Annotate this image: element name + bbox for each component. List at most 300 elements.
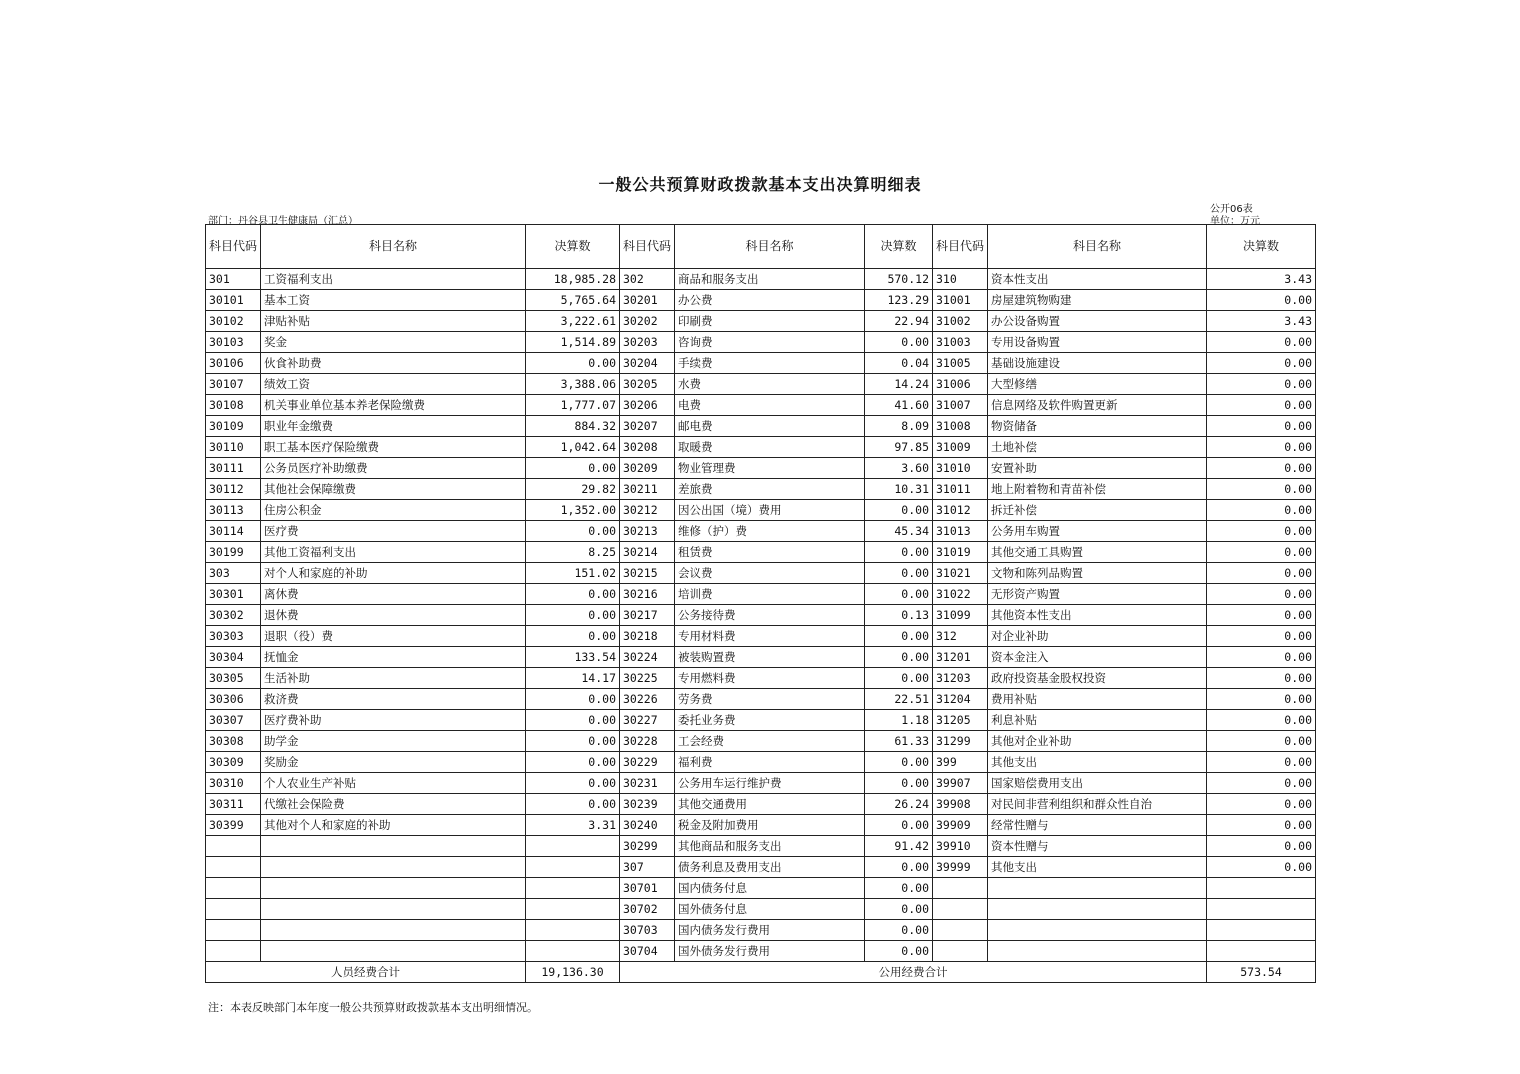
amount-value: 0.00 xyxy=(526,584,620,605)
amount-value: 1,042.64 xyxy=(526,437,620,458)
amount-value: 61.33 xyxy=(865,731,933,752)
table-row xyxy=(206,416,1316,437)
subject-code: 31299 xyxy=(933,731,988,752)
amount-value: 0.00 xyxy=(865,857,933,878)
amount-value: 0.00 xyxy=(1207,542,1316,563)
subject-code xyxy=(933,878,988,899)
subject-name: 办公费 xyxy=(675,290,865,311)
amount-value: 1,514.89 xyxy=(526,332,620,353)
subject-name: 利息补贴 xyxy=(988,710,1207,731)
subject-name: 咨询费 xyxy=(675,332,865,353)
page-title: 一般公共预算财政拨款基本支出决算明细表 xyxy=(598,175,922,194)
subject-code: 30207 xyxy=(620,416,675,437)
subject-code xyxy=(933,941,988,962)
amount-value: 0.00 xyxy=(1207,773,1316,794)
subject-name: 国内债务付息 xyxy=(675,878,865,899)
amount-value: 0.00 xyxy=(865,584,933,605)
subject-code: 30229 xyxy=(620,752,675,773)
subject-code: 31022 xyxy=(933,584,988,605)
subject-code: 312 xyxy=(933,626,988,647)
subject-name: 专用设备购置 xyxy=(988,332,1207,353)
subject-name: 电费 xyxy=(675,395,865,416)
amount-value: 1,777.07 xyxy=(526,395,620,416)
amount-value: 3.43 xyxy=(1207,311,1316,332)
amount-value: 0.00 xyxy=(1207,521,1316,542)
amount-value: 0.00 xyxy=(1207,857,1316,878)
subject-code: 30213 xyxy=(620,521,675,542)
subject-name: 被装购置费 xyxy=(675,647,865,668)
subject-code: 30399 xyxy=(206,815,261,836)
amount-value: 0.04 xyxy=(865,353,933,374)
amount-value: 0.00 xyxy=(526,458,620,479)
subject-name: 资本性赠与 xyxy=(988,836,1207,857)
subject-name: 奖金 xyxy=(261,332,526,353)
expenditure-table xyxy=(205,224,1316,983)
amount-value xyxy=(1207,941,1316,962)
table-row xyxy=(206,332,1316,353)
amount-value: 151.02 xyxy=(526,563,620,584)
amount-value: 8.09 xyxy=(865,416,933,437)
subject-code: 31006 xyxy=(933,374,988,395)
amount-value: 14.24 xyxy=(865,374,933,395)
unit-label: 单位：万元 xyxy=(1210,216,1260,227)
subject-name: 专用材料费 xyxy=(675,626,865,647)
amount-value: 0.00 xyxy=(526,773,620,794)
subject-code: 30106 xyxy=(206,353,261,374)
subject-code: 30228 xyxy=(620,731,675,752)
subject-code: 30212 xyxy=(620,500,675,521)
amount-value xyxy=(526,878,620,899)
subject-name: 退职（役）费 xyxy=(261,626,526,647)
amount-value: 3.31 xyxy=(526,815,620,836)
subject-code: 39999 xyxy=(933,857,988,878)
subject-name xyxy=(261,899,526,920)
subject-code: 31205 xyxy=(933,710,988,731)
amount-value: 0.00 xyxy=(1207,689,1316,710)
subject-code: 31013 xyxy=(933,521,988,542)
subject-name: 对个人和家庭的补助 xyxy=(261,563,526,584)
amount-value: 1,352.00 xyxy=(526,500,620,521)
table-header-row xyxy=(206,225,1316,269)
table-row xyxy=(206,647,1316,668)
subject-code: 31009 xyxy=(933,437,988,458)
subject-code: 30214 xyxy=(620,542,675,563)
amount-value: 0.00 xyxy=(1207,290,1316,311)
subject-name: 公务员医疗补助缴费 xyxy=(261,458,526,479)
amount-value: 0.00 xyxy=(1207,626,1316,647)
footnote: 注：本表反映部门本年度一般公共预算财政拨款基本支出明细情况。 xyxy=(208,1001,538,1014)
table-row xyxy=(206,689,1316,710)
amount-value: 1.18 xyxy=(865,710,933,731)
subject-name: 其他工资福利支出 xyxy=(261,542,526,563)
amount-value: 91.42 xyxy=(865,836,933,857)
subject-code: 30108 xyxy=(206,395,261,416)
amount-value: 0.00 xyxy=(526,710,620,731)
table-row xyxy=(206,878,1316,899)
amount-value: 0.00 xyxy=(1207,794,1316,815)
amount-value: 0.00 xyxy=(1207,395,1316,416)
subject-name: 水费 xyxy=(675,374,865,395)
header-name: 科目名称 xyxy=(261,225,526,269)
table-row xyxy=(206,458,1316,479)
subject-code: 39909 xyxy=(933,815,988,836)
subject-name: 其他支出 xyxy=(988,857,1207,878)
subject-name xyxy=(261,857,526,878)
amount-value: 0.00 xyxy=(526,626,620,647)
subject-code: 30109 xyxy=(206,416,261,437)
table-row xyxy=(206,773,1316,794)
subject-code: 30211 xyxy=(620,479,675,500)
table-row xyxy=(206,584,1316,605)
header-code: 科目代码 xyxy=(620,225,675,269)
subject-code: 39907 xyxy=(933,773,988,794)
subject-code: 30225 xyxy=(620,668,675,689)
subject-name: 维修（护）费 xyxy=(675,521,865,542)
amount-value: 0.00 xyxy=(1207,815,1316,836)
amount-value xyxy=(1207,899,1316,920)
subject-name: 其他对个人和家庭的补助 xyxy=(261,815,526,836)
subject-name: 信息网络及软件购置更新 xyxy=(988,395,1207,416)
subject-code xyxy=(206,857,261,878)
subject-name: 其他支出 xyxy=(988,752,1207,773)
subject-name: 安置补助 xyxy=(988,458,1207,479)
subject-name: 其他社会保障缴费 xyxy=(261,479,526,500)
subject-name: 培训费 xyxy=(675,584,865,605)
subject-code: 31002 xyxy=(933,311,988,332)
table-row xyxy=(206,395,1316,416)
amount-value: 0.00 xyxy=(526,794,620,815)
subject-name: 个人农业生产补贴 xyxy=(261,773,526,794)
amount-value: 22.51 xyxy=(865,689,933,710)
amount-value: 0.00 xyxy=(1207,416,1316,437)
subject-name: 取暖费 xyxy=(675,437,865,458)
subject-code: 30113 xyxy=(206,500,261,521)
subject-code: 31005 xyxy=(933,353,988,374)
subject-code: 302 xyxy=(620,269,675,290)
subject-code: 30216 xyxy=(620,584,675,605)
subject-code: 30299 xyxy=(620,836,675,857)
amount-value: 22.94 xyxy=(865,311,933,332)
table-row xyxy=(206,941,1316,962)
amount-value: 3.43 xyxy=(1207,269,1316,290)
subject-name: 无形资产购置 xyxy=(988,584,1207,605)
table-row xyxy=(206,899,1316,920)
amount-value: 18,985.28 xyxy=(526,269,620,290)
subject-name: 因公出国（境）费用 xyxy=(675,500,865,521)
subject-name: 地上附着物和青苗补偿 xyxy=(988,479,1207,500)
subject-name: 代缴社会保险费 xyxy=(261,794,526,815)
amount-value: 123.29 xyxy=(865,290,933,311)
amount-value: 29.82 xyxy=(526,479,620,500)
subject-code: 30240 xyxy=(620,815,675,836)
subject-code: 30304 xyxy=(206,647,261,668)
amount-value: 0.00 xyxy=(865,332,933,353)
subject-code: 30307 xyxy=(206,710,261,731)
subject-name: 工资福利支出 xyxy=(261,269,526,290)
header-amount: 决算数 xyxy=(526,225,620,269)
subject-code: 30231 xyxy=(620,773,675,794)
table-row xyxy=(206,437,1316,458)
subject-code: 31012 xyxy=(933,500,988,521)
amount-value: 884.32 xyxy=(526,416,620,437)
amount-value: 0.00 xyxy=(1207,605,1316,626)
subject-code: 30215 xyxy=(620,563,675,584)
subject-code: 30701 xyxy=(620,878,675,899)
subject-code: 30111 xyxy=(206,458,261,479)
subject-code: 30301 xyxy=(206,584,261,605)
amount-value: 0.00 xyxy=(1207,752,1316,773)
header-code: 科目代码 xyxy=(206,225,261,269)
subject-code: 30218 xyxy=(620,626,675,647)
subject-code: 30310 xyxy=(206,773,261,794)
amount-value xyxy=(526,857,620,878)
table-row xyxy=(206,668,1316,689)
subject-name xyxy=(988,878,1207,899)
amount-value: 0.00 xyxy=(1207,584,1316,605)
subject-code xyxy=(206,878,261,899)
subject-name: 机关事业单位基本养老保险缴费 xyxy=(261,395,526,416)
subject-name: 手续费 xyxy=(675,353,865,374)
subject-code: 30217 xyxy=(620,605,675,626)
department-label: 部门：丹谷县卫生健康局（汇总） xyxy=(208,216,358,227)
amount-value: 570.12 xyxy=(865,269,933,290)
subject-code xyxy=(933,899,988,920)
subject-name: 拆迁补偿 xyxy=(988,500,1207,521)
subject-name: 国家赔偿费用支出 xyxy=(988,773,1207,794)
subject-code: 30702 xyxy=(620,899,675,920)
amount-value: 0.00 xyxy=(865,752,933,773)
subject-name: 医疗费补助 xyxy=(261,710,526,731)
table-row xyxy=(206,752,1316,773)
amount-value: 0.00 xyxy=(526,353,620,374)
table-row xyxy=(206,542,1316,563)
subject-name: 房屋建筑物购建 xyxy=(988,290,1207,311)
amount-value: 0.00 xyxy=(865,542,933,563)
subject-name: 福利费 xyxy=(675,752,865,773)
subject-name: 政府投资基金股权投资 xyxy=(988,668,1207,689)
subject-code: 399 xyxy=(933,752,988,773)
subject-code: 30206 xyxy=(620,395,675,416)
amount-value xyxy=(526,899,620,920)
subject-code: 30203 xyxy=(620,332,675,353)
subject-name: 文物和陈列品购置 xyxy=(988,563,1207,584)
amount-value: 0.13 xyxy=(865,605,933,626)
subject-name: 抚恤金 xyxy=(261,647,526,668)
subject-name xyxy=(261,878,526,899)
amount-value: 3,388.06 xyxy=(526,374,620,395)
amount-value: 0.00 xyxy=(865,920,933,941)
amount-value xyxy=(526,941,620,962)
amount-value: 0.00 xyxy=(1207,710,1316,731)
amount-value xyxy=(526,920,620,941)
table-row xyxy=(206,500,1316,521)
subject-name: 工会经费 xyxy=(675,731,865,752)
subject-name: 邮电费 xyxy=(675,416,865,437)
subject-code: 30704 xyxy=(620,941,675,962)
subject-code xyxy=(206,899,261,920)
subject-code: 31201 xyxy=(933,647,988,668)
amount-value: 3.60 xyxy=(865,458,933,479)
subject-name: 伙食补助费 xyxy=(261,353,526,374)
amount-value: 8.25 xyxy=(526,542,620,563)
subject-name xyxy=(261,920,526,941)
subject-name xyxy=(988,899,1207,920)
subject-code: 39908 xyxy=(933,794,988,815)
amount-value: 0.00 xyxy=(1207,332,1316,353)
amount-value: 0.00 xyxy=(865,626,933,647)
table-row xyxy=(206,479,1316,500)
header-name: 科目名称 xyxy=(675,225,865,269)
subject-code: 31019 xyxy=(933,542,988,563)
subject-code: 31008 xyxy=(933,416,988,437)
subject-code: 31010 xyxy=(933,458,988,479)
amount-value: 0.00 xyxy=(1207,836,1316,857)
amount-value: 14.17 xyxy=(526,668,620,689)
subject-code xyxy=(933,920,988,941)
amount-value: 0.00 xyxy=(865,815,933,836)
subject-code: 30110 xyxy=(206,437,261,458)
subject-code: 30114 xyxy=(206,521,261,542)
subject-code: 30112 xyxy=(206,479,261,500)
subject-name: 土地补偿 xyxy=(988,437,1207,458)
subject-name: 税金及附加费用 xyxy=(675,815,865,836)
amount-value: 0.00 xyxy=(1207,500,1316,521)
table-row xyxy=(206,605,1316,626)
subject-code: 30306 xyxy=(206,689,261,710)
table-row xyxy=(206,269,1316,290)
subject-name xyxy=(988,941,1207,962)
amount-value: 0.00 xyxy=(1207,731,1316,752)
subject-name: 国内债务发行费用 xyxy=(675,920,865,941)
personnel-total-value: 19,136.30 xyxy=(526,962,620,983)
subject-code: 30101 xyxy=(206,290,261,311)
subject-code: 30208 xyxy=(620,437,675,458)
subject-code: 39910 xyxy=(933,836,988,857)
subject-code xyxy=(206,836,261,857)
subject-name: 物资储备 xyxy=(988,416,1207,437)
subject-name: 奖励金 xyxy=(261,752,526,773)
subject-name: 对民间非营利组织和群众性自治 xyxy=(988,794,1207,815)
table-row xyxy=(206,626,1316,647)
subject-code: 30107 xyxy=(206,374,261,395)
subject-code: 31003 xyxy=(933,332,988,353)
subject-name: 差旅费 xyxy=(675,479,865,500)
subject-name: 职工基本医疗保险缴费 xyxy=(261,437,526,458)
subject-code xyxy=(206,920,261,941)
subject-name: 其他商品和服务支出 xyxy=(675,836,865,857)
subject-code: 30209 xyxy=(620,458,675,479)
subject-code: 31203 xyxy=(933,668,988,689)
subject-code: 30302 xyxy=(206,605,261,626)
subject-code: 31011 xyxy=(933,479,988,500)
amount-value xyxy=(1207,878,1316,899)
subject-name: 其他交通工具购置 xyxy=(988,542,1207,563)
amount-value: 97.85 xyxy=(865,437,933,458)
subject-name: 印刷费 xyxy=(675,311,865,332)
amount-value: 3,222.61 xyxy=(526,311,620,332)
table-row xyxy=(206,920,1316,941)
subject-code: 30311 xyxy=(206,794,261,815)
header-amount: 决算数 xyxy=(1207,225,1316,269)
subject-name: 其他资本性支出 xyxy=(988,605,1207,626)
table-row xyxy=(206,521,1316,542)
public-total-label: 公用经费合计 xyxy=(620,962,1207,983)
subject-name: 会议费 xyxy=(675,563,865,584)
subject-code: 30204 xyxy=(620,353,675,374)
table-row xyxy=(206,794,1316,815)
amount-value: 41.60 xyxy=(865,395,933,416)
subject-name: 资本金注入 xyxy=(988,647,1207,668)
subject-name: 对企业补助 xyxy=(988,626,1207,647)
subject-name: 商品和服务支出 xyxy=(675,269,865,290)
table-row xyxy=(206,353,1316,374)
amount-value: 133.54 xyxy=(526,647,620,668)
subject-name: 退休费 xyxy=(261,605,526,626)
subject-code: 30308 xyxy=(206,731,261,752)
amount-value: 5,765.64 xyxy=(526,290,620,311)
subject-code: 31007 xyxy=(933,395,988,416)
totals-row xyxy=(206,962,1316,983)
subject-name: 助学金 xyxy=(261,731,526,752)
subject-name: 国外债务付息 xyxy=(675,899,865,920)
subject-code: 31021 xyxy=(933,563,988,584)
subject-name: 职业年金缴费 xyxy=(261,416,526,437)
table-row xyxy=(206,731,1316,752)
subject-name xyxy=(988,920,1207,941)
subject-name: 公务用车运行维护费 xyxy=(675,773,865,794)
subject-name: 费用补贴 xyxy=(988,689,1207,710)
subject-code: 310 xyxy=(933,269,988,290)
amount-value: 0.00 xyxy=(1207,563,1316,584)
amount-value: 0.00 xyxy=(865,941,933,962)
subject-code xyxy=(206,941,261,962)
subject-name: 劳务费 xyxy=(675,689,865,710)
subject-name: 住房公积金 xyxy=(261,500,526,521)
amount-value: 0.00 xyxy=(1207,374,1316,395)
subject-code: 30309 xyxy=(206,752,261,773)
subject-code: 30226 xyxy=(620,689,675,710)
subject-name: 租赁费 xyxy=(675,542,865,563)
table-row xyxy=(206,290,1316,311)
subject-code: 303 xyxy=(206,563,261,584)
amount-value: 0.00 xyxy=(1207,479,1316,500)
subject-name: 大型修缮 xyxy=(988,374,1207,395)
amount-value: 0.00 xyxy=(865,878,933,899)
subject-code: 30303 xyxy=(206,626,261,647)
amount-value: 0.00 xyxy=(526,731,620,752)
table-row xyxy=(206,311,1316,332)
subject-code: 30201 xyxy=(620,290,675,311)
amount-value: 0.00 xyxy=(1207,458,1316,479)
subject-name: 生活补助 xyxy=(261,668,526,689)
subject-code: 30103 xyxy=(206,332,261,353)
subject-name: 离休费 xyxy=(261,584,526,605)
subject-name: 津贴补贴 xyxy=(261,311,526,332)
form-id: 公开06表 xyxy=(1210,204,1253,215)
subject-code: 31001 xyxy=(933,290,988,311)
subject-code: 30199 xyxy=(206,542,261,563)
subject-code: 301 xyxy=(206,269,261,290)
subject-name: 基础设施建设 xyxy=(988,353,1207,374)
subject-code: 307 xyxy=(620,857,675,878)
amount-value: 0.00 xyxy=(865,647,933,668)
amount-value: 0.00 xyxy=(1207,647,1316,668)
subject-code: 31204 xyxy=(933,689,988,710)
amount-value: 0.00 xyxy=(865,899,933,920)
amount-value xyxy=(526,836,620,857)
table-row xyxy=(206,563,1316,584)
amount-value: 0.00 xyxy=(1207,353,1316,374)
